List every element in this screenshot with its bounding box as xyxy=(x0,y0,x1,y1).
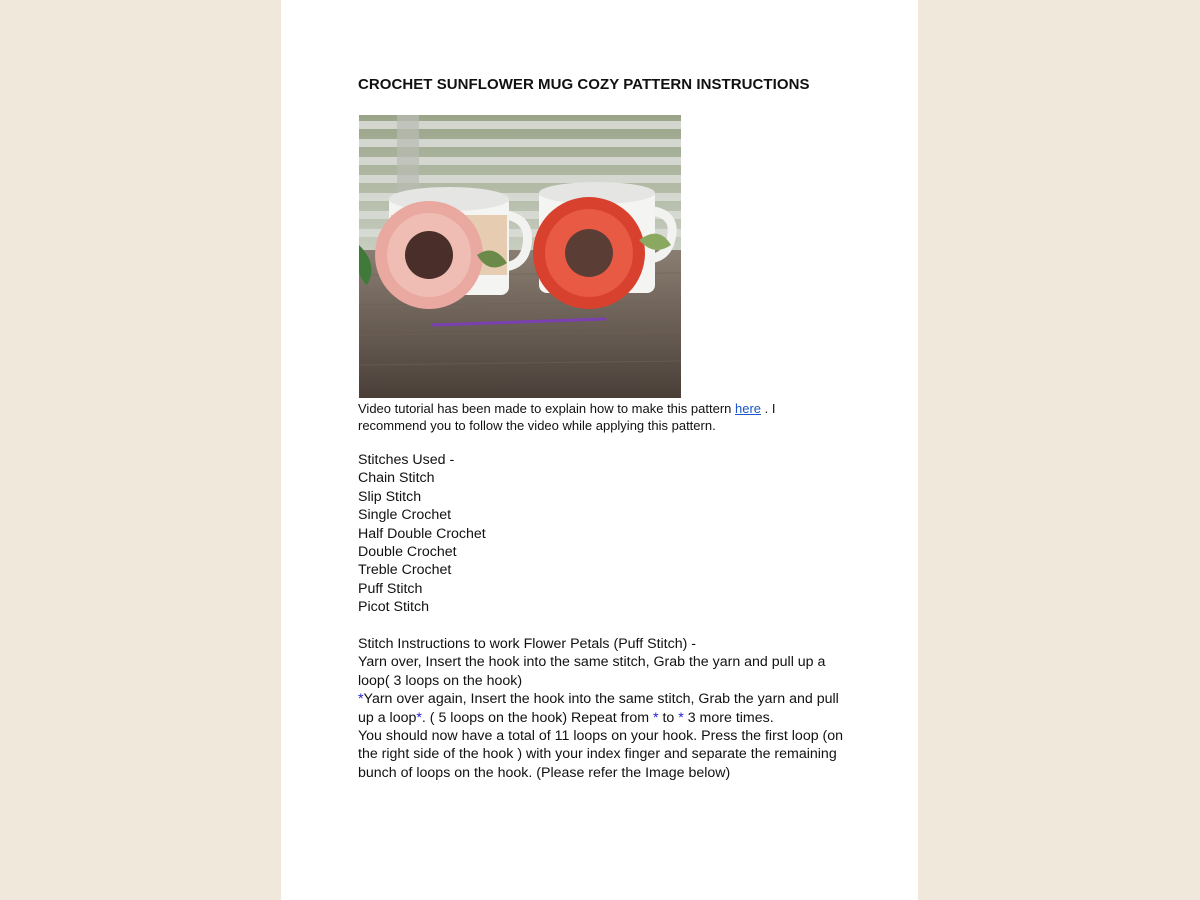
star-marker: * xyxy=(358,691,364,708)
instruction-text: . ( 5 loops on the hook) Repeat from xyxy=(421,709,653,726)
instruction-line: You should now have a total of 11 loops on your hook. Press the first loop (on xyxy=(358,728,844,745)
instruction-line: bunch of loops on the hook. (Please refer the Image below) xyxy=(358,764,731,781)
page-title: CROCHET SUNFLOWER MUG COZY PATTERN INSTRUCTIONS xyxy=(358,76,810,93)
instruction-line xyxy=(358,709,848,727)
instruction-line: the right side of the hook ) with your index finger and separate the remaining xyxy=(358,746,837,763)
instruction-line: Yarn over, Insert the hook into the same stitch, Grab the yarn and pull up a xyxy=(358,654,826,671)
stitch-item: Chain Stitch xyxy=(358,470,435,487)
video-tutorial-note xyxy=(358,400,798,434)
document-page xyxy=(281,0,918,900)
instruction-text: to xyxy=(658,709,679,726)
video-tutorial-link[interactable]: here xyxy=(735,401,762,416)
star-marker: * xyxy=(678,709,684,726)
caption-text-start: Video tutorial has been made to explain how to make this pattern xyxy=(358,401,735,416)
stitch-item: Treble Crochet xyxy=(358,562,452,579)
instructions-heading: Stitch Instructions to work Flower Petals (Puff Stitch) - xyxy=(358,636,696,653)
pattern-body xyxy=(358,451,848,782)
stitch-item: Single Crochet xyxy=(358,507,452,524)
instruction-text: Yarn over again, Insert the hook into the same stitch, Grab the yarn and pull xyxy=(363,691,839,708)
star-marker: * xyxy=(653,709,659,726)
stitch-item: Puff Stitch xyxy=(358,580,423,597)
stitch-item: Picot Stitch xyxy=(358,599,429,616)
stitch-item: Slip Stitch xyxy=(358,488,422,505)
stitches-heading: Stitches Used - xyxy=(358,452,455,468)
paragraph-gap xyxy=(358,617,848,635)
instruction-text: up a loop xyxy=(358,709,417,726)
instruction-text: 3 more times. xyxy=(683,709,774,726)
stitch-item: Half Double Crochet xyxy=(358,525,486,542)
caption-text-end: . I recommend you to follow the video while applying this pattern. xyxy=(358,401,776,433)
instruction-line xyxy=(358,690,848,708)
stitch-item: Double Crochet xyxy=(358,544,457,561)
instruction-line: loop( 3 loops on the hook) xyxy=(358,672,523,689)
mug-cozy-photo xyxy=(359,115,681,398)
photo-illustration xyxy=(359,115,681,398)
star-marker: * xyxy=(416,709,422,726)
